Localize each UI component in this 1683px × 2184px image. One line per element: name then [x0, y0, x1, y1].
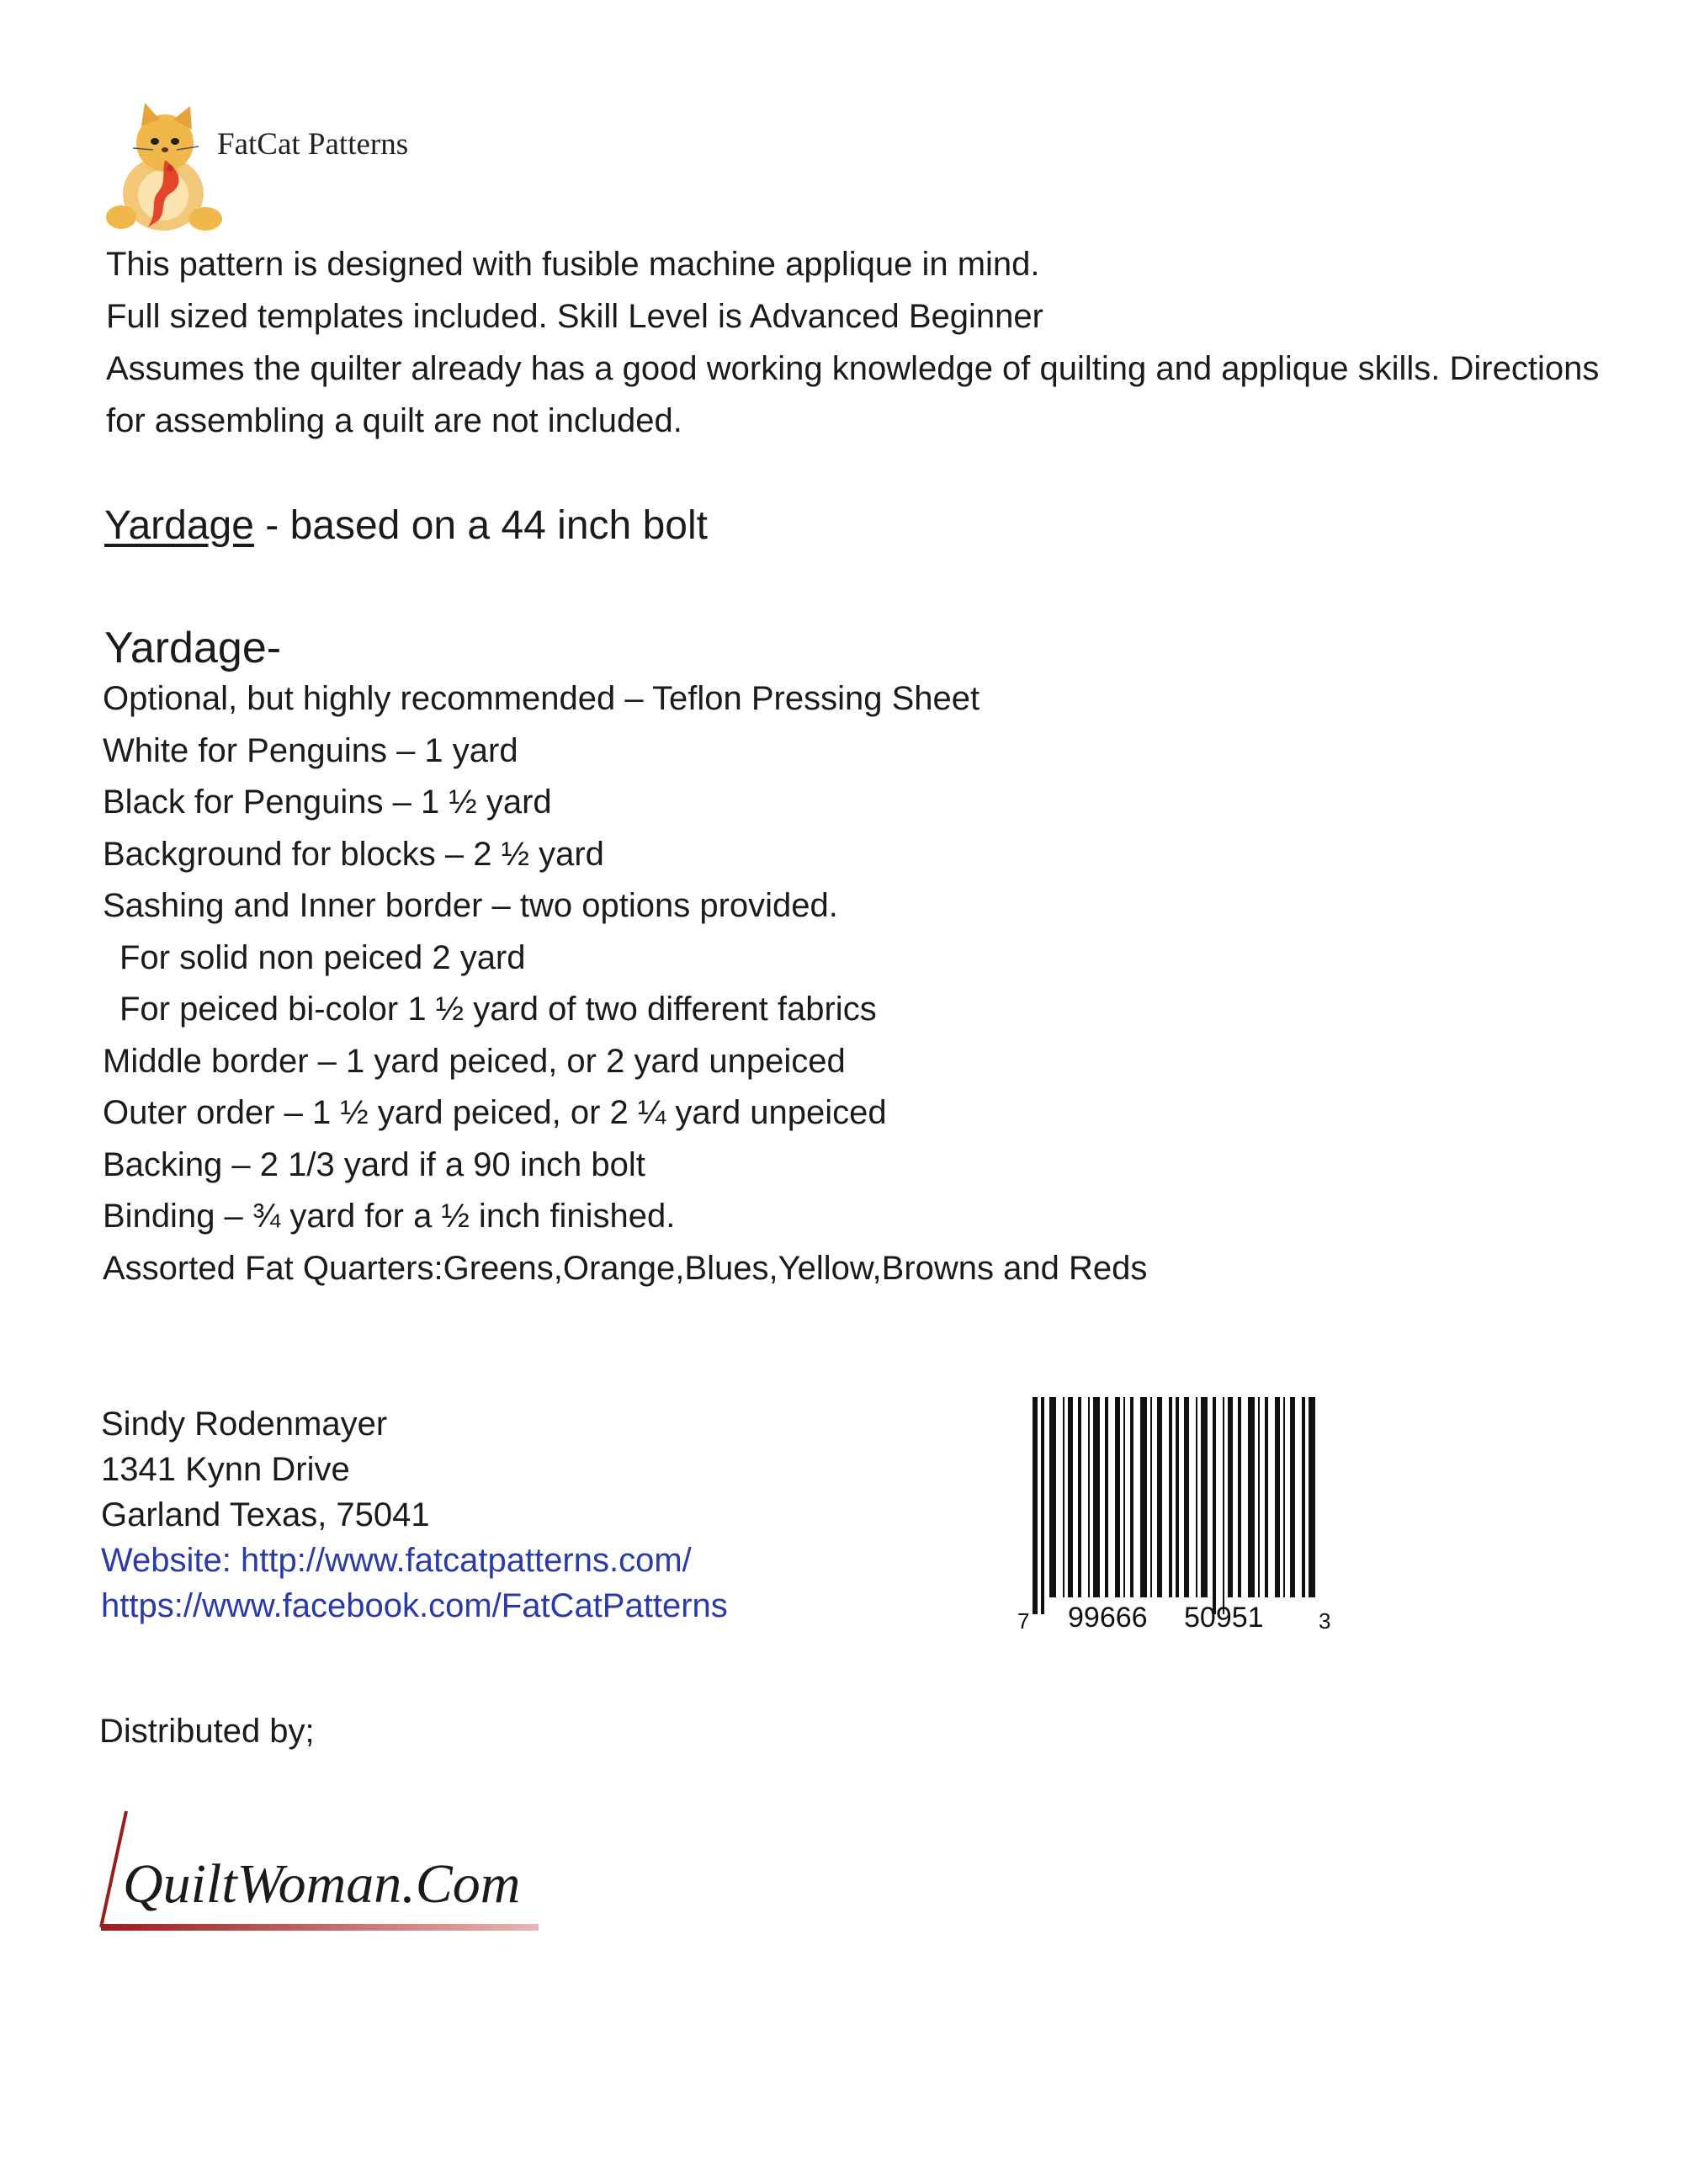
fatcat-logo [106, 101, 241, 236]
barcode-bar [1258, 1397, 1260, 1597]
barcode-bar [1302, 1397, 1305, 1597]
barcode-bar [1041, 1397, 1044, 1614]
quiltwoman-logo [93, 1801, 547, 1944]
barcode-bar [1049, 1397, 1056, 1597]
logo-wordmark: QuiltWoman.Com [123, 1853, 521, 1915]
barcode-digit-last: 3 [1319, 1608, 1331, 1633]
intro-line: Full sized templates included. Skill Level is Advanced Beginner [106, 298, 1043, 335]
barcode-bar [1265, 1397, 1268, 1597]
barcode-bar [1078, 1397, 1081, 1597]
cat-illustration [106, 103, 222, 231]
brand-name: FatCat Patterns [217, 127, 409, 162]
list-item: Sashing and Inner border – two options provided. [103, 887, 838, 924]
barcode-bar [1115, 1397, 1120, 1597]
yardage-heading: Yardage- [104, 624, 282, 672]
barcode-bar [1309, 1397, 1315, 1597]
distributed-by: Distributed by; [99, 1713, 315, 1750]
barcode-bar [1223, 1397, 1224, 1614]
list-item: Black for Penguins – 1 ½ yard [103, 784, 552, 821]
barcode-bar [1248, 1397, 1255, 1597]
barcode-bar [1238, 1397, 1241, 1597]
barcode-digits-left: 99666 [1068, 1602, 1148, 1633]
list-item: For solid non peiced 2 yard [119, 938, 526, 976]
barcode-bars [1033, 1397, 1315, 1614]
barcode-digit-first: 7 [1017, 1608, 1030, 1633]
barcode-bar [1290, 1397, 1295, 1597]
list-item: For peiced bi-color 1 ½ yard of two different fabrics [119, 991, 877, 1028]
barcode-bar [1063, 1397, 1064, 1597]
logo-underline [101, 1924, 539, 1931]
barcode-bar [1105, 1397, 1108, 1597]
barcode-bar [1140, 1397, 1147, 1597]
barcode-bar [1184, 1397, 1189, 1597]
barcode-bar [1283, 1397, 1285, 1597]
list-item: Optional, but highly recommended – Teflon Pressing Sheet [103, 680, 980, 717]
barcode-bar [1169, 1397, 1172, 1597]
contact-city: Garland Texas, 75041 [101, 1496, 430, 1533]
contact-street: 1341 Kynn Drive [101, 1451, 350, 1488]
barcode-bar [1150, 1397, 1152, 1597]
yardage-basis [104, 501, 708, 551]
intro-line: This pattern is designed with fusible machine applique in mind. [106, 246, 1040, 283]
list-item: Outer order – 1 ½ yard peiced, or 2 ¼ yard unpeiced [103, 1094, 887, 1131]
barcode-bar [1213, 1397, 1216, 1614]
list-item: White for Penguins – 1 yard [103, 731, 518, 769]
barcode-bar [1157, 1397, 1162, 1597]
facebook-link[interactable]: https://www.facebook.com/FatCatPatterns [101, 1587, 728, 1624]
list-item: Backing – 2 1/3 yard if a 90 inch bolt [103, 1145, 645, 1183]
barcode-bar [1123, 1397, 1125, 1597]
yardage-basis-detail: - based on a 44 inch bolt [253, 503, 708, 548]
contact-name: Sindy Rodenmayer [101, 1406, 388, 1443]
yardage-list [103, 673, 1147, 1294]
barcode [1014, 1397, 1338, 1633]
contact-block [101, 1401, 728, 1629]
barcode-bar [1196, 1397, 1197, 1597]
intro-text [106, 238, 1604, 447]
barcode-digits-right: 50951 [1184, 1602, 1264, 1633]
barcode-bar [1130, 1397, 1134, 1597]
list-item: Middle border – 1 yard peiced, or 2 yard unpeiced [103, 1042, 846, 1080]
barcode-bar [1228, 1397, 1233, 1597]
yardage-basis-label: Yardage [104, 503, 254, 548]
barcode-bar [1201, 1397, 1208, 1597]
barcode-bar [1033, 1397, 1038, 1614]
barcode-bar [1093, 1397, 1100, 1597]
barcode-bar [1088, 1397, 1090, 1597]
intro-line: Assumes the quilter already has a good working knowledge of quilting and applique skills. Directions for assembling a quilt are not included. [106, 350, 1600, 439]
barcode-bar [1068, 1397, 1073, 1597]
list-item: Binding – ¾ yard for a ½ inch finished. [103, 1198, 676, 1235]
list-item: Assorted Fat Quarters:Greens,Orange,Blues,Yellow,Browns and Reds [103, 1249, 1148, 1287]
barcode-bar [1275, 1397, 1280, 1597]
barcode-bar [1176, 1397, 1179, 1597]
list-item: Background for blocks – 2 ½ yard [103, 835, 604, 873]
website-link[interactable]: Website: http://www.fatcatpatterns.com/ [101, 1542, 692, 1579]
